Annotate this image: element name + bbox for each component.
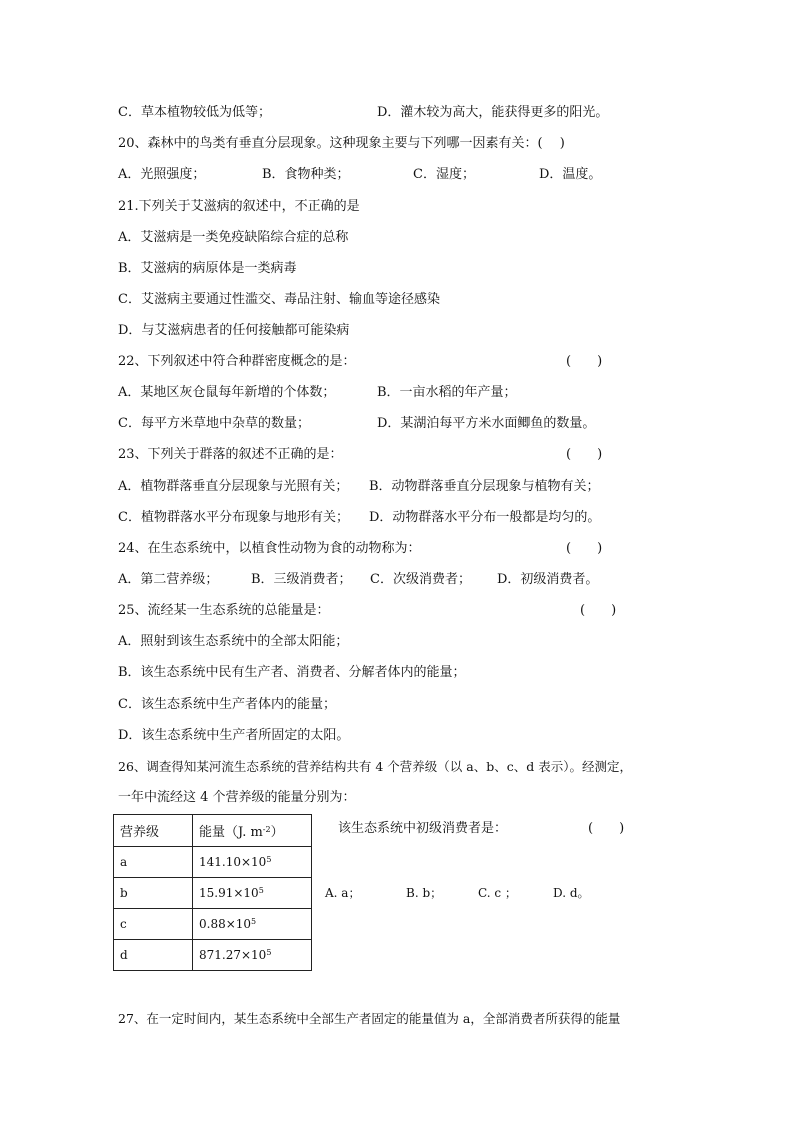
q22-answer-paren: ( ) <box>566 354 603 369</box>
q20-stem: 20、森林中的鸟类有垂直分层现象。这种现象主要与下列哪一因素有关：( ) <box>118 136 565 151</box>
q22-option-b: B．一亩水稻的年产量； <box>377 385 517 400</box>
header-trophic-level: 营养级 <box>114 815 193 847</box>
q23-answer-paren: ( ) <box>566 447 603 462</box>
q20-option-b: B．食物种类； <box>262 167 350 182</box>
q19-option-d: D．灌木较为高大，能获得更多的阳光。 <box>377 105 609 120</box>
q20-option-d: D．温度。 <box>539 167 602 182</box>
row-level: c <box>114 909 193 940</box>
q26-stem: 26、调查得知某河流生态系统的营养结构共有 4 个营养级（以 a、b、c、d 表示）。经测定， <box>118 759 632 774</box>
row-energy: $141.10\times 10^5$ <box>193 847 312 878</box>
q23-option-d: D．动物群落水平分布一般都是均匀的。 <box>369 510 601 525</box>
q27-stem: 27、在一定时间内，某生态系统中全部生产者固定的能量值为 a，全部消费者所获得的能量 <box>118 1011 621 1026</box>
q22-stem: 22、下列叙述中符合种群密度概念的是： <box>118 354 356 369</box>
q26-option-d: D. d。 <box>553 886 590 900</box>
q26-answer-paren: ( ) <box>588 821 625 836</box>
table-row <box>114 909 312 940</box>
q20-option-a: A．光照强度； <box>118 167 206 182</box>
row-level: b <box>114 878 193 909</box>
energy-table <box>113 814 312 971</box>
table-row <box>114 878 312 909</box>
q25-option-d: D．该生态系统中生产者所固定的太阳。 <box>118 728 350 743</box>
q26-stem-cont: 一年中流经这 4 个营养级的能量分别为： <box>118 790 356 805</box>
q26-option-c: C. c ； <box>478 886 517 900</box>
q21-option-c: C．艾滋病主要通过性滥交、毒品注射、输血等途径感染 <box>118 292 440 307</box>
q25-option-b: B．该生态系统中民有生产者、消费者、分解者体内的能量； <box>118 665 466 680</box>
table-row <box>114 847 312 878</box>
q22-option-d: D．某湖泊每平方米水面鲫鱼的数量。 <box>377 416 596 431</box>
row-level: d <box>114 940 193 971</box>
q21-option-d: D．与艾滋病患者的任何接触都可能染病 <box>118 323 350 338</box>
q22-option-a: A．某地区灰仓鼠每年新增的个体数； <box>118 385 336 400</box>
q25-option-c: C．该生态系统中生产者体内的能量； <box>118 697 336 712</box>
q26-option-b: B. b； <box>406 886 443 900</box>
header-energy: 能量（J. $m^{-2}$） <box>193 815 312 847</box>
q25-option-a: A．照射到该生态系统中的全部太阳能； <box>118 634 349 649</box>
q24-option-b: B．三级消费者； <box>251 572 352 587</box>
q21-option-b: B．艾滋病的病原体是一类病毒 <box>118 261 297 276</box>
q20-option-c: C．湿度； <box>413 167 475 182</box>
q23-option-a: A．植物群落垂直分层现象与光照有关； <box>118 479 349 494</box>
q24-option-a: A．第二营养级； <box>118 572 219 587</box>
q24-option-d: D．初级消费者。 <box>497 572 599 587</box>
q24-answer-paren: ( ) <box>566 541 603 556</box>
q19-option-c: C．草本植物较低为低等； <box>118 105 271 120</box>
q26-option-a: A. a； <box>325 886 361 900</box>
q24-option-c: C．次级消费者； <box>370 572 471 587</box>
q23-option-c: C．植物群落水平分布现象与地形有关； <box>118 510 349 525</box>
q23-stem: 23、下列关于群落的叙述不正确的是： <box>118 447 343 462</box>
row-energy: $15.91\times 10^5$ <box>193 878 312 909</box>
q23-option-b: B．动物群落垂直分层现象与植物有关； <box>369 479 600 494</box>
q21-option-a: A．艾滋病是一类免疫缺陷综合症的总称 <box>118 230 349 245</box>
q24-stem: 24、在生态系统中，以植食性动物为食的动物称为： <box>118 541 421 556</box>
q22-option-c: C．每平方米草地中杂草的数量； <box>118 416 310 431</box>
table-row <box>114 940 312 971</box>
table-header-row <box>114 815 312 847</box>
q21-stem: 21.下列关于艾滋病的叙述中，不正确的是 <box>118 199 360 214</box>
row-energy: $0.88\times 10^5$ <box>193 909 312 940</box>
q25-answer-paren: ( ) <box>580 603 617 618</box>
q26-question: 该生态系统中初级消费者是： <box>338 821 508 836</box>
q25-stem: 25、流经某一生态系统的总能量是： <box>118 603 330 618</box>
row-energy: $871.27\times 10^5$ <box>193 940 312 971</box>
row-level: a <box>114 847 193 878</box>
